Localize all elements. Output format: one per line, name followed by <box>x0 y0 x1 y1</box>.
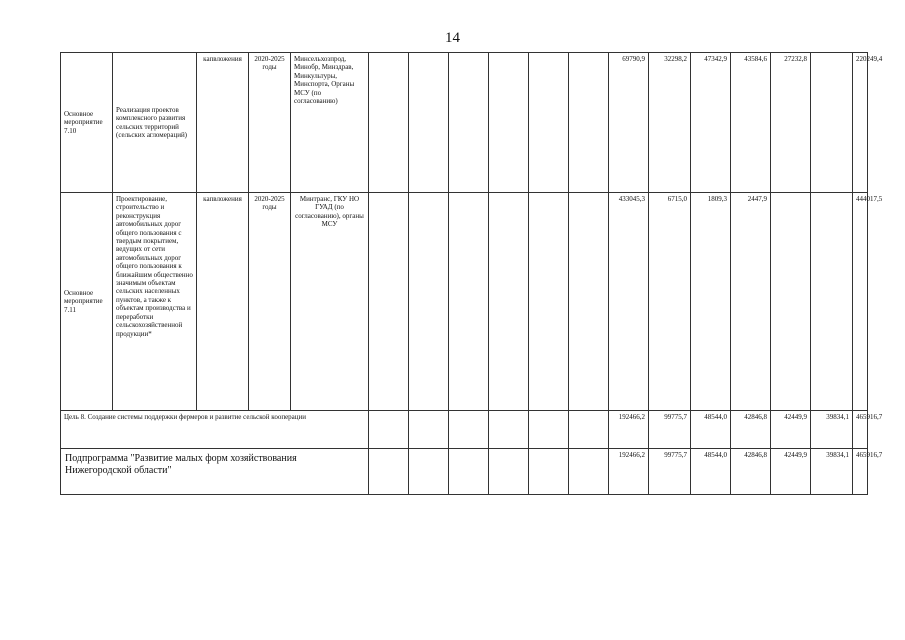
period-cell: 2020-2025 годы <box>249 53 291 193</box>
value-cell: 1809,3 <box>691 193 731 411</box>
period-cell: 2020-2025 годы <box>249 193 291 411</box>
value-cell: 47342,9 <box>691 53 731 193</box>
value-cell: 99775,7 <box>649 411 691 449</box>
page-number: 14 <box>445 30 460 46</box>
goal-label: Цель 8. Создание системы поддержки фермеров и развитие сельской кооперации <box>61 411 369 449</box>
measure-id-cell: Основное мероприятие 7.10 <box>61 53 113 193</box>
value-cell: 42449,9 <box>771 411 811 449</box>
total-cell: 220249,4 <box>853 53 868 193</box>
executors-cell: Минсельхозпрод, Минобр, Минздрав, Минкультуры, Минспорта, Органы МСУ (по согласованию) <box>291 53 369 193</box>
total-cell: 465916,7 <box>853 449 868 495</box>
value-cell: 39834,1 <box>811 411 853 449</box>
goal-row <box>61 411 868 449</box>
measure-description-cell: Реализация проектов комплексного развития сельских территорий (сельских агломераций) <box>113 53 197 193</box>
value-cell: 32298,2 <box>649 53 691 193</box>
subprogram-row <box>61 449 868 495</box>
subprogram-label: Подпрограмма "Развитие малых форм хозяйствования Нижегородской области" <box>61 449 369 495</box>
value-cell <box>811 193 853 411</box>
value-cell: 27232,8 <box>771 53 811 193</box>
expense-type-cell: капвложения <box>197 193 249 411</box>
value-cell: 42846,8 <box>731 449 771 495</box>
value-cell: 48544,0 <box>691 411 731 449</box>
value-cell: 99775,7 <box>649 449 691 495</box>
value-cell: 192466,2 <box>609 411 649 449</box>
value-cell: 39834,1 <box>811 449 853 495</box>
value-cell: 42846,8 <box>731 411 771 449</box>
value-cell <box>811 53 853 193</box>
table-row <box>61 193 868 411</box>
measure-id-cell: Основное мероприятие 7.11 <box>61 193 113 411</box>
measure-description-cell: Проектирование, строительство и реконструкция автомобильных дорог общего пользования с твердым покрытием, ведущих от сети автомобильных дорог общего пользования к ближайшим общественно значимым объектам сельских населенных пунктов, а также к объектам производства и переработки сельскохозяйственной продукции* <box>113 193 197 411</box>
value-cell <box>771 193 811 411</box>
executors-cell: Минтранс, ГКУ НО ГУАД (по согласованию), органы МСУ <box>291 193 369 411</box>
value-cell: 2447,9 <box>731 193 771 411</box>
value-cell: 6715,0 <box>649 193 691 411</box>
value-cell: 43584,6 <box>731 53 771 193</box>
table-row <box>61 53 868 193</box>
total-cell: 465916,7 <box>853 411 868 449</box>
value-cell: 433045,3 <box>609 193 649 411</box>
expense-type-cell: капвложения <box>197 53 249 193</box>
value-cell: 48544,0 <box>691 449 731 495</box>
value-cell: 42449,9 <box>771 449 811 495</box>
total-cell: 444017,5 <box>853 193 868 411</box>
value-cell: 192466,2 <box>609 449 649 495</box>
budget-table <box>60 52 883 495</box>
value-cell: 69790,9 <box>609 53 649 193</box>
